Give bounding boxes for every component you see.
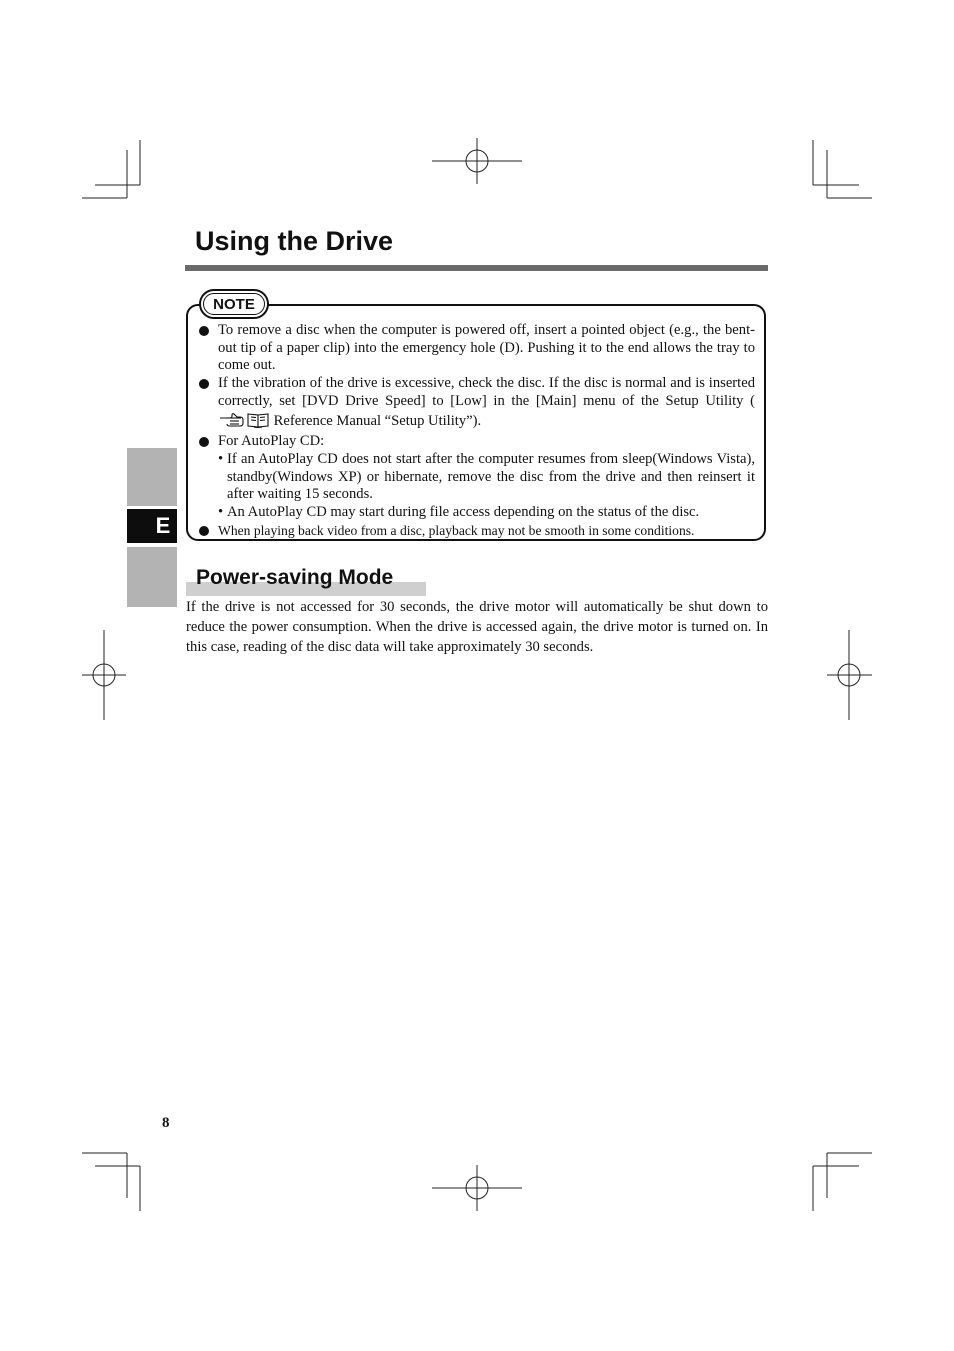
side-tab-gray-top	[127, 448, 177, 506]
note-item-heading: For AutoPlay CD:	[218, 433, 325, 450]
note-item	[195, 375, 755, 433]
page-number: 8	[162, 1115, 170, 1131]
note-sub-item	[218, 451, 755, 504]
language-tab: E	[127, 509, 177, 543]
note-sub-item-text: An AutoPlay CD may start during file access depending on the status of the disc.	[227, 504, 700, 521]
note-item-text: If the vibration of the drive is excessive, check the disc. If the disc is normal and is inserted correctly, set [DVD Drive Speed] to [Low] in the [Main] menu of the Setup Utility (	[218, 375, 755, 409]
note-item	[195, 433, 755, 522]
note-item-text: Reference Manual “Setup Utility”).	[270, 412, 482, 429]
title-rule	[185, 265, 768, 271]
note-item	[195, 322, 755, 375]
note-sub-item	[218, 504, 755, 522]
note-item	[195, 522, 755, 540]
note-item-text: When playing back video from a disc, playback may not be smooth in some conditions.	[218, 522, 695, 538]
reference-manual-book-icon	[248, 414, 268, 428]
bullet-icon	[199, 379, 209, 389]
page-title: Using the Drive	[195, 226, 394, 256]
note-badge	[199, 289, 269, 319]
bullet-icon	[199, 526, 209, 536]
reference-icons	[218, 411, 270, 434]
bullet-icon	[199, 437, 209, 447]
note-item-text: To remove a disc when the computer is powered off, insert a pointed object (e.g., the bent-out tip of a paper clip) into the emergency hole (D). Pushing it to the end allows the tray to come out.	[218, 322, 755, 374]
bullet-icon	[199, 326, 209, 336]
section-heading: Power-saving Mode	[196, 566, 394, 589]
pointing-hand-icon	[220, 413, 243, 425]
note-badge-label: NOTE	[203, 293, 265, 315]
side-tab-gray-bottom	[127, 547, 177, 607]
note-sub-item-text: If an AutoPlay CD does not start after the computer resumes from sleep(Windows Vista), standby(Windows XP) or hibernate, remove the disc from the drive and then reinsert it after waiting 15 seconds.	[227, 450, 755, 503]
note-list	[195, 322, 755, 539]
body-paragraph: If the drive is not accessed for 30 seconds, the drive motor will automatically be shut down to reduce the power consumption. When the drive is accessed again, the drive motor is turned on. In this case, reading of the disc data will take approximately 30 seconds.	[186, 599, 768, 655]
sub-bullet-icon: •	[218, 450, 224, 467]
sub-bullet-icon: •	[218, 504, 224, 521]
